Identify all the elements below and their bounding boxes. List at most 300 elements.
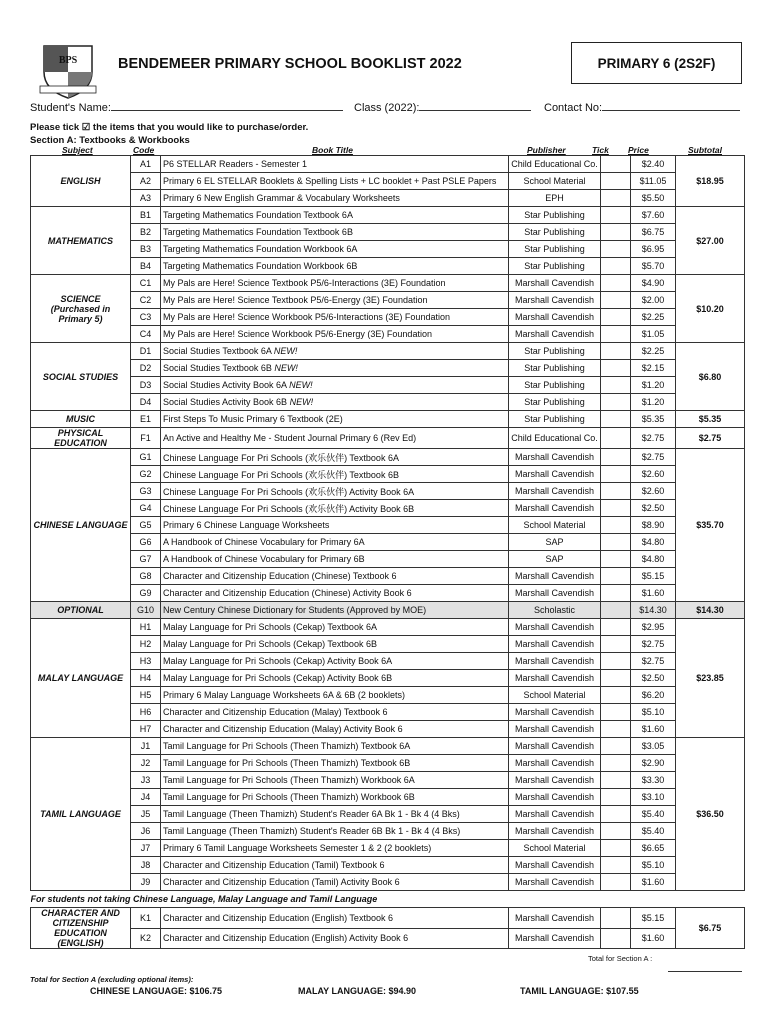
col-code: Code <box>133 145 155 155</box>
item-publisher: Marshall Cavendish <box>509 823 601 840</box>
item-title-text: Tamil Language for Pri Schools (Theen Thamizh) Textbook 6B <box>163 758 411 768</box>
item-title-text: Malay Language for Pri Schools (Cekap) Activity Book 6A <box>163 656 393 666</box>
subject-label: OPTIONAL <box>57 605 104 615</box>
item-code: G9 <box>131 585 161 602</box>
subject-label: SCIENCE <box>60 293 101 304</box>
item-price: $2.50 <box>631 670 676 687</box>
tick-box[interactable] <box>601 636 631 653</box>
item-code: J1 <box>131 738 161 755</box>
table-row <box>31 636 745 653</box>
tick-box[interactable] <box>601 517 631 534</box>
tick-box[interactable] <box>601 908 631 929</box>
col-tick: Tick <box>592 145 609 155</box>
item-publisher: Marshall Cavendish <box>509 466 601 483</box>
item-code: C2 <box>131 292 161 309</box>
svg-text:BPS: BPS <box>58 55 78 66</box>
table-row <box>31 326 745 343</box>
item-publisher: Marshall Cavendish <box>509 292 601 309</box>
table-row <box>31 840 745 857</box>
item-title <box>161 568 509 585</box>
item-title-text: Malay Language for Pri Schools (Cekap) Textbook 6B <box>163 639 377 649</box>
table-row <box>31 500 745 517</box>
tick-box[interactable] <box>601 806 631 823</box>
item-code: H5 <box>131 687 161 704</box>
table-row <box>31 721 745 738</box>
item-price: $6.20 <box>631 687 676 704</box>
table-row <box>31 772 745 789</box>
item-price: $1.60 <box>631 721 676 738</box>
item-title-text: Malay Language for Pri Schools (Cekap) Textbook 6A <box>163 622 377 632</box>
item-code: J2 <box>131 755 161 772</box>
item-title <box>161 173 509 190</box>
item-price: $1.05 <box>631 326 676 343</box>
item-publisher: Star Publishing <box>509 343 601 360</box>
item-title-text: Malay Language for Pri Schools (Cekap) Activity Book 6B <box>163 673 393 683</box>
item-code: J6 <box>131 823 161 840</box>
subject-label: MALAY LANGUAGE <box>37 673 124 683</box>
item-title-text: Tamil Language for Pri Schools (Theen Thamizh) Textbook 6A <box>163 741 411 751</box>
student-name-label: Student's Name: <box>30 102 111 114</box>
tick-box[interactable] <box>601 275 631 292</box>
table-row <box>31 309 745 326</box>
item-title <box>161 585 509 602</box>
tick-box[interactable] <box>601 466 631 483</box>
item-title-text: Social Studies Textbook 6A <box>163 346 272 356</box>
item-title <box>161 377 509 394</box>
tick-box[interactable] <box>601 207 631 224</box>
item-title <box>161 874 509 891</box>
subject-label: Primary 5) <box>58 313 103 324</box>
tick-box[interactable] <box>601 241 631 258</box>
item-price: $3.05 <box>631 738 676 755</box>
section-total-field[interactable] <box>668 971 742 972</box>
item-title <box>161 394 509 411</box>
item-publisher: Star Publishing <box>509 411 601 428</box>
tick-box[interactable] <box>601 292 631 309</box>
tick-box[interactable] <box>601 483 631 500</box>
item-publisher: School Material <box>509 840 601 857</box>
tick-box[interactable] <box>601 500 631 517</box>
item-price: $1.20 <box>631 377 676 394</box>
tick-box[interactable] <box>601 653 631 670</box>
item-price: $5.10 <box>631 857 676 874</box>
item-price: $3.30 <box>631 772 676 789</box>
table-row <box>31 517 745 534</box>
tick-box[interactable] <box>601 687 631 704</box>
subject-label: MATHEMATICS <box>47 235 114 246</box>
item-publisher: Star Publishing <box>509 394 601 411</box>
table-row <box>31 551 745 568</box>
item-title-text: My Pals are Here! Science Textbook P5/6-Interactions (3E) Foundation <box>163 278 446 288</box>
subtotal-physical-education: $2.75 <box>676 428 745 449</box>
subtotal-optional: $14.30 <box>676 602 745 619</box>
item-code: C1 <box>131 275 161 292</box>
class-label: Class (2022): <box>354 102 420 114</box>
item-title-text: First Steps To Music Primary 6 Textbook (2E) <box>163 414 343 424</box>
tick-box[interactable] <box>601 551 631 568</box>
item-publisher: Marshall Cavendish <box>509 721 601 738</box>
subtotal-malay: $23.85 <box>676 619 745 738</box>
item-publisher: Marshall Cavendish <box>509 755 601 772</box>
tick-box[interactable] <box>601 309 631 326</box>
subject-label: (Purchased in <box>50 303 111 314</box>
item-title-text: Chinese Language For Pri Schools (欢乐伙伴) Activity Book 6B <box>163 503 415 514</box>
item-price: $2.95 <box>631 619 676 636</box>
item-title <box>161 653 509 670</box>
item-title-text: Tamil Language (Theen Thamizh) Student's Reader 6A Bk 1 - Bk 4 (4 Bks) <box>163 809 460 819</box>
item-price: $7.60 <box>631 207 676 224</box>
item-code: H4 <box>131 670 161 687</box>
tick-box[interactable] <box>601 377 631 394</box>
class-field[interactable] <box>354 101 531 114</box>
subtotal-mathematics: $27.00 <box>676 207 745 275</box>
item-title-text: A Handbook of Chinese Vocabulary for Primary 6B <box>163 554 365 564</box>
subject-label: SOCIAL STUDIES <box>42 371 119 382</box>
item-code: J7 <box>131 840 161 857</box>
table-row <box>31 411 745 428</box>
tick-box[interactable] <box>601 857 631 874</box>
table-row <box>31 428 745 449</box>
tick-box[interactable] <box>601 360 631 377</box>
booklist-table <box>30 155 745 949</box>
subject-label: CHARACTER AND <box>41 908 120 918</box>
item-title-text: A Handbook of Chinese Vocabulary for Primary 6A <box>163 537 365 547</box>
item-title <box>161 806 509 823</box>
table-row <box>31 275 745 292</box>
item-publisher: Marshall Cavendish <box>509 500 601 517</box>
tick-box[interactable] <box>601 823 631 840</box>
item-code: G7 <box>131 551 161 568</box>
student-name-field[interactable] <box>30 101 343 114</box>
tick-box[interactable] <box>601 789 631 806</box>
item-title <box>161 619 509 636</box>
item-code: G6 <box>131 534 161 551</box>
subject-label: CHINESE LANGUAGE <box>33 520 128 530</box>
item-price: $6.95 <box>631 241 676 258</box>
item-price: $5.35 <box>631 411 676 428</box>
table-row <box>31 224 745 241</box>
item-code: H7 <box>131 721 161 738</box>
col-subtotal: Subtotal <box>688 145 722 155</box>
item-title-text: Targeting Mathematics Foundation Workbook 6B <box>163 261 358 271</box>
table-row <box>31 704 745 721</box>
subject-label: ENGLISH <box>60 176 101 186</box>
item-code: C3 <box>131 309 161 326</box>
note-text: For students not taking Chinese Language, Malay Language and Tamil Language <box>31 891 745 908</box>
item-code: G5 <box>131 517 161 534</box>
item-code: A3 <box>131 190 161 207</box>
item-title <box>161 241 509 258</box>
item-title-text: Primary 6 Tamil Language Worksheets Semester 1 & 2 (2 booklets) <box>163 843 432 853</box>
item-title-text: Tamil Language for Pri Schools (Theen Thamizh) Workbook 6B <box>163 792 415 802</box>
table-row <box>31 687 745 704</box>
item-code: A2 <box>131 173 161 190</box>
item-publisher: Marshall Cavendish <box>509 806 601 823</box>
subject-music <box>31 411 131 428</box>
item-publisher: Star Publishing <box>509 224 601 241</box>
item-code: D2 <box>131 360 161 377</box>
item-publisher: School Material <box>509 173 601 190</box>
item-title-text: Tamil Language for Pri Schools (Theen Thamizh) Workbook 6A <box>163 775 415 785</box>
item-title <box>161 551 509 568</box>
item-code: J8 <box>131 857 161 874</box>
note-row <box>31 891 745 908</box>
item-code: J3 <box>131 772 161 789</box>
item-code: H3 <box>131 653 161 670</box>
item-price: $14.30 <box>631 602 676 619</box>
item-price: $5.15 <box>631 908 676 929</box>
table-row <box>31 173 745 190</box>
item-title-text: Chinese Language For Pri Schools (欢乐伙伴) Textbook 6A <box>163 452 399 463</box>
subject-label: TAMIL LANGUAGE <box>40 809 121 819</box>
item-publisher: Marshall Cavendish <box>509 483 601 500</box>
item-title-text: Tamil Language (Theen Thamizh) Student's Reader 6B Bk 1 - Bk 4 (4 Bks) <box>163 826 461 836</box>
item-publisher: Marshall Cavendish <box>509 738 601 755</box>
tick-box[interactable] <box>601 568 631 585</box>
tick-box[interactable] <box>601 534 631 551</box>
item-code: B4 <box>131 258 161 275</box>
item-title <box>161 517 509 534</box>
item-publisher: Marshall Cavendish <box>509 449 601 466</box>
subject-physical-education <box>31 428 131 449</box>
item-code: A1 <box>131 156 161 173</box>
item-publisher: Marshall Cavendish <box>509 874 601 891</box>
item-title-text: Chinese Language For Pri Schools (欢乐伙伴) Textbook 6B <box>163 469 399 480</box>
item-title <box>161 224 509 241</box>
tick-box[interactable] <box>601 258 631 275</box>
item-title-text: Character and Citizenship Education (English) Activity Book 6 <box>163 933 409 944</box>
subtotal-tamil: $36.50 <box>676 738 745 891</box>
tick-box[interactable] <box>601 670 631 687</box>
item-price: $2.60 <box>631 483 676 500</box>
item-publisher: Scholastic <box>509 602 601 619</box>
item-publisher: Star Publishing <box>509 241 601 258</box>
item-publisher: SAP <box>509 551 601 568</box>
section-title: Section A: Textbooks & Workbooks <box>30 135 190 146</box>
item-publisher: Star Publishing <box>509 360 601 377</box>
table-row <box>31 534 745 551</box>
item-publisher: Marshall Cavendish <box>509 326 601 343</box>
table-row <box>31 568 745 585</box>
item-title <box>161 908 509 929</box>
item-publisher: Marshall Cavendish <box>509 928 601 949</box>
new-badge: NEW! <box>273 346 298 356</box>
item-code: K1 <box>131 908 161 929</box>
table-row <box>31 789 745 806</box>
contact-field[interactable] <box>544 101 740 114</box>
table-row <box>31 394 745 411</box>
item-title <box>161 534 509 551</box>
item-title <box>161 309 509 326</box>
item-code: J9 <box>131 874 161 891</box>
item-publisher: Star Publishing <box>509 258 601 275</box>
item-code: H1 <box>131 619 161 636</box>
tick-box[interactable] <box>601 602 631 619</box>
tick-box[interactable] <box>601 343 631 360</box>
item-publisher: Star Publishing <box>509 377 601 394</box>
item-publisher: Marshall Cavendish <box>509 653 601 670</box>
item-price: $2.60 <box>631 466 676 483</box>
item-title-text: Character and Citizenship Education (Malay) Activity Book 6 <box>163 724 403 734</box>
item-price: $11.05 <box>631 173 676 190</box>
item-code: G8 <box>131 568 161 585</box>
item-code: K2 <box>131 928 161 949</box>
tick-box[interactable] <box>601 585 631 602</box>
school-logo <box>38 42 98 100</box>
item-price: $1.60 <box>631 928 676 949</box>
item-code: H6 <box>131 704 161 721</box>
item-price: $5.70 <box>631 258 676 275</box>
item-title-text: Chinese Language For Pri Schools (欢乐伙伴) Activity Book 6A <box>163 486 415 497</box>
item-price: $5.15 <box>631 568 676 585</box>
subject-chinese <box>31 449 131 602</box>
tick-box[interactable] <box>601 190 631 207</box>
subject-label: EDUCATION (ENGLISH) <box>54 928 107 948</box>
item-code: D4 <box>131 394 161 411</box>
item-code: B2 <box>131 224 161 241</box>
item-title <box>161 840 509 857</box>
item-title <box>161 500 509 517</box>
tick-box[interactable] <box>601 156 631 173</box>
item-code: B1 <box>131 207 161 224</box>
tick-box[interactable] <box>601 721 631 738</box>
item-title-text: My Pals are Here! Science Workbook P5/6-Interactions (3E) Foundation <box>163 312 450 322</box>
item-title <box>161 602 509 619</box>
item-code: J4 <box>131 789 161 806</box>
table-row <box>31 241 745 258</box>
tick-box[interactable] <box>601 704 631 721</box>
item-price: $1.20 <box>631 394 676 411</box>
item-price: $2.15 <box>631 360 676 377</box>
item-price: $2.75 <box>631 653 676 670</box>
tick-box[interactable] <box>601 224 631 241</box>
item-price: $5.10 <box>631 704 676 721</box>
item-title <box>161 326 509 343</box>
tick-box[interactable] <box>601 411 631 428</box>
item-title-text: My Pals are Here! Science Workbook P5/6-Energy (3E) Foundation <box>163 329 432 339</box>
tick-box[interactable] <box>601 772 631 789</box>
subject-label: MUSIC <box>66 414 95 424</box>
tick-box[interactable] <box>601 755 631 772</box>
item-code: C4 <box>131 326 161 343</box>
table-row <box>31 806 745 823</box>
tick-box[interactable] <box>601 449 631 466</box>
item-price: $8.90 <box>631 517 676 534</box>
item-title <box>161 449 509 466</box>
col-publisher: Publisher <box>527 145 566 155</box>
item-publisher: Star Publishing <box>509 207 601 224</box>
col-price: Price <box>628 145 649 155</box>
item-title <box>161 428 509 449</box>
item-title-text: Primary 6 Chinese Language Worksheets <box>163 520 330 530</box>
tick-box[interactable] <box>601 874 631 891</box>
total-tamil: TAMIL LANGUAGE: $107.55 <box>520 986 639 996</box>
document-title: BENDEMEER PRIMARY SCHOOL BOOKLIST 2022 <box>118 56 462 72</box>
item-price: $4.90 <box>631 275 676 292</box>
item-title <box>161 483 509 500</box>
table-row <box>31 292 745 309</box>
item-title <box>161 721 509 738</box>
item-title <box>161 823 509 840</box>
item-title <box>161 190 509 207</box>
item-price: $2.50 <box>631 500 676 517</box>
item-publisher: Marshall Cavendish <box>509 772 601 789</box>
table-row <box>31 466 745 483</box>
item-price: $2.90 <box>631 755 676 772</box>
item-title <box>161 755 509 772</box>
tick-box[interactable] <box>601 738 631 755</box>
item-publisher: Marshall Cavendish <box>509 309 601 326</box>
item-publisher: Child Educational Co. <box>509 428 601 449</box>
item-title-text: Primary 6 Malay Language Worksheets 6A & 6B (2 booklets) <box>163 690 405 700</box>
item-title-text: Character and Citizenship Education (Malay) Textbook 6 <box>163 707 388 717</box>
item-publisher: School Material <box>509 687 601 704</box>
item-price: $1.60 <box>631 874 676 891</box>
tick-box[interactable] <box>601 394 631 411</box>
item-title <box>161 292 509 309</box>
table-row <box>31 823 745 840</box>
col-title: Book Title <box>312 145 353 155</box>
item-code: G3 <box>131 483 161 500</box>
item-publisher: Marshall Cavendish <box>509 619 601 636</box>
tick-box[interactable] <box>601 928 631 949</box>
item-price: $6.75 <box>631 224 676 241</box>
table-row <box>31 928 745 949</box>
subject-mathematics <box>31 207 131 275</box>
item-title <box>161 275 509 292</box>
item-code: F1 <box>131 428 161 449</box>
table-row <box>31 874 745 891</box>
item-title <box>161 466 509 483</box>
item-publisher: Marshall Cavendish <box>509 857 601 874</box>
total-malay: MALAY LANGUAGE: $94.90 <box>298 986 417 996</box>
tick-box[interactable] <box>601 173 631 190</box>
item-title-text: An Active and Healthy Me - Student Journal Primary 6 (Rev Ed) <box>163 433 417 443</box>
item-title <box>161 772 509 789</box>
tick-box[interactable] <box>601 840 631 857</box>
subject-optional <box>31 602 131 619</box>
item-title-text: Character and Citizenship Education (English) Textbook 6 <box>163 912 393 923</box>
item-title-text: Targeting Mathematics Foundation Textbook 6B <box>163 227 353 237</box>
section-total-label: Total for Section A : <box>588 954 653 963</box>
student-name-blank[interactable] <box>111 101 343 111</box>
tick-box[interactable] <box>601 619 631 636</box>
instructions: Please tick ☑ the items that you would like to purchase/order. <box>30 122 309 133</box>
table-row <box>31 670 745 687</box>
subtotal-social-studies: $6.80 <box>676 343 745 411</box>
item-publisher: Marshall Cavendish <box>509 275 601 292</box>
tick-box[interactable] <box>601 326 631 343</box>
class-blank[interactable] <box>419 101 531 111</box>
item-price: $2.75 <box>631 449 676 466</box>
subject-social-studies <box>31 343 131 411</box>
item-code: G4 <box>131 500 161 517</box>
item-code: H2 <box>131 636 161 653</box>
item-price: $2.75 <box>631 428 676 449</box>
tick-box[interactable] <box>601 428 631 449</box>
item-title <box>161 156 509 173</box>
item-price: $2.25 <box>631 343 676 360</box>
item-price: $5.50 <box>631 190 676 207</box>
item-title <box>161 928 509 949</box>
table-row <box>31 207 745 224</box>
item-title <box>161 343 509 360</box>
item-price: $2.25 <box>631 309 676 326</box>
item-title-text: Targeting Mathematics Foundation Textbook 6A <box>163 210 353 220</box>
subject-label: PHYSICAL EDUCATION <box>54 428 107 448</box>
contact-blank[interactable] <box>602 101 740 111</box>
item-publisher: Child Educational Co. <box>509 156 601 173</box>
